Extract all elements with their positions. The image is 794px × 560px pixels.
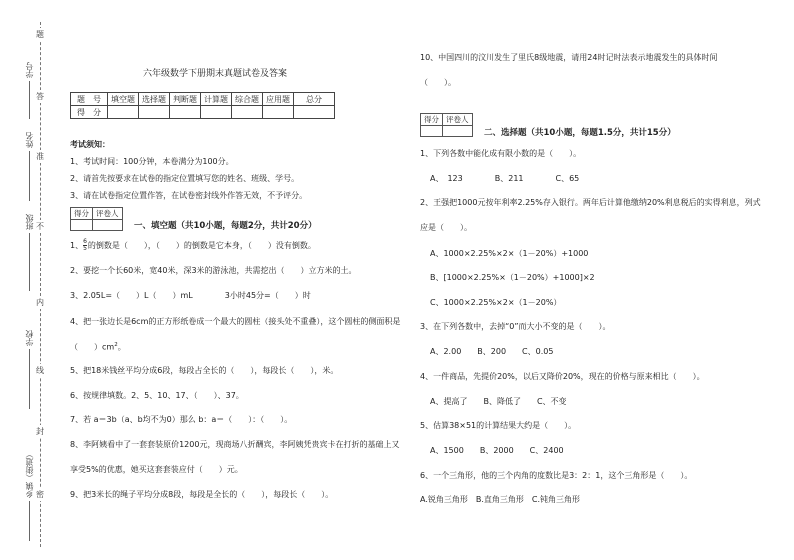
choice-question-5-options: A、1500 B、2000 C、2400 <box>430 446 564 455</box>
grader-reviewer-label: 评卷人 <box>443 114 473 126</box>
choice-question-3-options: A、2.00 B、200 C、0.05 <box>430 347 554 356</box>
school-label: 学校 <box>25 330 34 346</box>
score-cell[interactable] <box>232 106 263 119</box>
fill-question-4-cont: （ ）$cm^2$。 <box>70 342 126 352</box>
choice-question-4: 4、一件商品，先提价20%，以后又降价20%，现在的价格与原来相比（ ）。 <box>420 372 705 381</box>
score-cell[interactable] <box>294 106 335 119</box>
section1-grader-box <box>70 207 123 231</box>
fill-question-7: 7、若 a＝3b（a、b均不为0）那么 b：a＝（ ）：（ ）。 <box>70 415 293 424</box>
notice-item: 2、请首先按要求在试卷的指定位置填写您的姓名、班级、学号。 <box>70 174 300 183</box>
score-cell[interactable] <box>139 106 170 119</box>
choice-question-6: 6、一个三角形，他的三个内角的度数比是3：2：1，这个三角形是（ ）。 <box>420 471 693 480</box>
fill-question-10: 10、中国四川的汶川发生了里氏8级地震，请用24时记时法表示地震发生的具体时间 <box>420 53 718 62</box>
fill-question-1 <box>70 239 316 252</box>
section2-title: 二、选择题（共10小题，每题1.5分，共计15分） <box>484 128 676 138</box>
score-table-score-row <box>71 106 335 119</box>
notice-item: 1、考试时间：100分钟，本卷满分为100分。 <box>70 157 234 166</box>
grader-reviewer-label: 评卷人 <box>93 208 123 220</box>
school-field <box>24 330 35 409</box>
exam-title: 六年级数学下册期末真题试卷及答案 <box>142 69 287 79</box>
seal-char: 不 <box>36 222 44 231</box>
binding-margin <box>0 0 60 560</box>
choice-question-6-options: A.锐角三角形 B.直角三角形 C.钝角三角形 <box>420 495 581 504</box>
score-table-header: 计算题 <box>201 93 232 106</box>
fill-question-4: 4、把一张边长是6cm的正方形纸卷成一个最大的圆柱（接头处不重叠），这个圆柱的侧面积是 <box>70 317 401 326</box>
choice-question-4-options: A、提高了 B、降低了 C、不变 <box>430 397 567 406</box>
seal-char: 答 <box>36 92 44 101</box>
student-id-label: 学号 <box>25 62 34 78</box>
choice-question-5: 5、估算38×51的计算结果大约是（ ）。 <box>420 421 577 430</box>
seal-char: 线 <box>36 366 44 375</box>
score-table-header: 填空题 <box>108 93 139 106</box>
score-cell[interactable] <box>108 106 139 119</box>
score-table-header: 应用题 <box>263 93 294 106</box>
choice-question-3: 3、在下列各数中，去掉“0”而大小不变的是（ ）。 <box>420 322 611 331</box>
choice-question-2-cont: 应是（ ）。 <box>420 223 472 232</box>
class-label: 班级 <box>25 214 34 230</box>
class-blank[interactable] <box>29 233 30 291</box>
score-table-header-row <box>71 93 335 106</box>
class-field <box>24 214 35 291</box>
fill-question-6: 6、按规律填数。2、5、10、17、（ ）、37。 <box>70 391 244 400</box>
school-blank[interactable] <box>29 349 30 409</box>
fraction: $\frac{6}{5}$ <box>83 238 87 252</box>
score-table-header: 综合题 <box>232 93 263 106</box>
fill-question-9: 9、把3米长的绳子平均分成8段，每段是全长的（ ），每段长（ ）。 <box>70 490 334 499</box>
fill-question-8: 8、李阿姨看中了一套套装原价1200元，现商场八折酬宾，李阿姨凭贵宾卡在打折的基础上又 <box>70 440 400 449</box>
grader-score-label: 得分 <box>71 208 93 220</box>
fill-question-5: 5、把18米钱丝平均分成6段，每段占全长的（ ），每段长（ ），米。 <box>70 366 339 375</box>
q1-text: 的倒数是（ ），（ ）的倒数是它本身，（ ）没有倒数。 <box>87 241 316 250</box>
student-id-field <box>24 62 35 119</box>
score-row-label: 得 分 <box>71 106 108 119</box>
score-table-header: 总分 <box>294 93 335 106</box>
seal-char: 内 <box>36 298 44 307</box>
choice-question-2: 2、王强把1000元按年利率2.25%存入银行。两年后计算他缴纳20%利息税后的实得利息，列式 <box>420 198 761 207</box>
score-table <box>70 92 335 119</box>
township-field <box>24 450 35 541</box>
score-cell[interactable] <box>201 106 232 119</box>
grader-reviewer-cell[interactable] <box>93 220 123 231</box>
choice-question-1: 1、下列各数中能化成有限小数的是（ ）。 <box>420 149 582 158</box>
notice-item: 3、请在试卷指定位置作答，在试卷密封线外作答无效，不予评分。 <box>70 191 308 200</box>
q1-number: 1、 <box>70 241 84 250</box>
fill-question-2: 2、要挖一个长60米，宽40米，深3米的游泳池，共需挖出（ ）立方米的土。 <box>70 266 357 275</box>
seal-char: 题 <box>36 30 44 39</box>
fill-question-10-cont: （ ）。 <box>420 78 456 87</box>
seal-char: 密 <box>36 490 44 499</box>
grader-score-cell[interactable] <box>421 126 443 137</box>
name-field <box>24 132 35 201</box>
seal-char: 准 <box>36 152 44 161</box>
grader-score-cell[interactable] <box>71 220 93 231</box>
score-table-header: 判断题 <box>170 93 201 106</box>
choice-question-2-option-c: C、1000×2.25%×2×（1－20%） <box>430 298 562 307</box>
score-cell[interactable] <box>263 106 294 119</box>
seal-char: 封 <box>36 427 44 436</box>
name-label: 姓名 <box>25 132 34 148</box>
fill-question-8-cont: 享受5%的优惠，她买这套套装应付（ ）元。 <box>70 465 243 474</box>
choice-question-2-option-b: B、[1000×2.25%×（1－20%）+1000]×2 <box>430 273 595 282</box>
score-table-header: 选择题 <box>139 93 170 106</box>
choice-question-1-options: A、 123 B、211 C、65 <box>430 174 580 183</box>
name-blank[interactable] <box>29 151 30 201</box>
section2-grader-box <box>420 113 473 137</box>
fill-question-3: 3、2.05L=（ ）L（ ）mL 3小时45分=（ ）时 <box>70 291 311 300</box>
township-label: 乡镇（街道） <box>25 450 34 498</box>
choice-question-2-option-a: A、1000×2.25%×2×（1－20%）+1000 <box>430 249 589 258</box>
student-id-blank[interactable] <box>29 81 30 119</box>
grader-reviewer-cell[interactable] <box>443 126 473 137</box>
section1-title: 一、填空题（共10小题，每题2分，共计20分） <box>134 221 317 231</box>
notice-title: 考试须知： <box>70 140 110 149</box>
township-blank[interactable] <box>29 501 30 541</box>
score-table-header: 题 号 <box>71 93 108 106</box>
grader-score-label: 得分 <box>421 114 443 126</box>
score-cell[interactable] <box>170 106 201 119</box>
